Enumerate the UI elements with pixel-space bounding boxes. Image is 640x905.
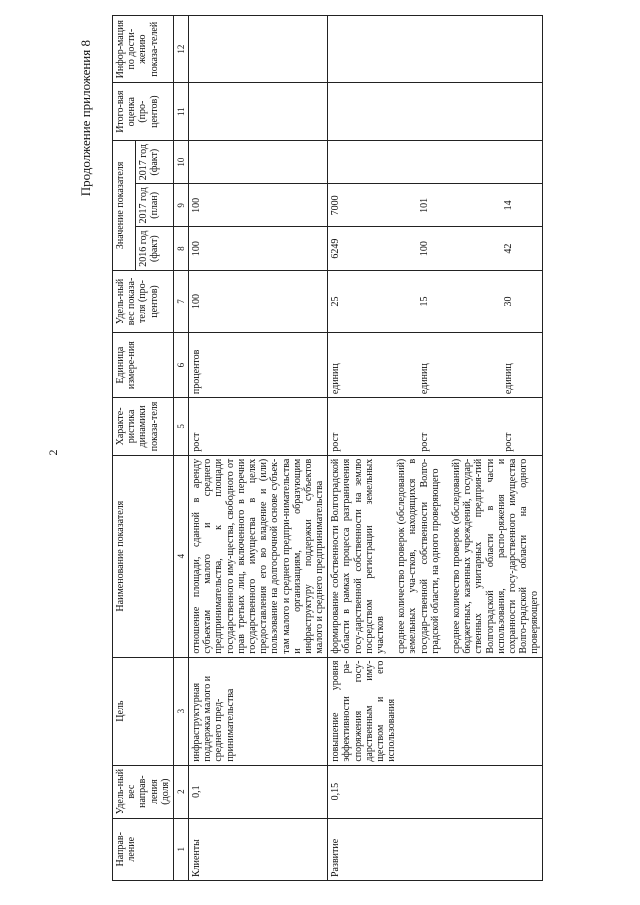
weight-value: 15 bbox=[419, 296, 431, 307]
weight-value: 25 bbox=[330, 296, 342, 307]
unit-cell: процентов bbox=[189, 333, 328, 398]
value-2016: 6249 bbox=[330, 238, 342, 259]
indicators-table bbox=[112, 15, 543, 881]
header-goal: Цель bbox=[113, 657, 174, 765]
header-2017-plan: 2017 год (план) bbox=[135, 184, 173, 227]
direction-weight-cell: 0,1 bbox=[189, 765, 328, 818]
value-2016-cell bbox=[328, 227, 543, 270]
column-number: 9 bbox=[173, 184, 188, 227]
column-number: 10 bbox=[173, 140, 188, 183]
header-unit: Единица измере-ния bbox=[113, 333, 174, 398]
unit-cell bbox=[328, 333, 543, 398]
table-row bbox=[189, 16, 328, 881]
value-2016: 100 bbox=[419, 241, 431, 257]
column-number: 5 bbox=[173, 398, 188, 456]
header-total-score: Итого-вая оценка (про-центов) bbox=[113, 83, 174, 141]
table-row bbox=[328, 16, 543, 881]
indicator-name: среднее количество проверок (обследований) бюджетных, казенных учреждений, государ-ственных унитарных предприя-тий Волгоградской области в части использования, распо-ряжения и сохранности госу-дарственного имущества Волго-градской области на одного проверяющего bbox=[450, 458, 541, 654]
value-2017-plan: 14 bbox=[502, 200, 514, 211]
total-score-cell bbox=[328, 83, 543, 141]
header-indicator-weight: Удель-ный вес показа-теля (про-центов) bbox=[113, 270, 174, 332]
indicator-name: формирование собственности Волгоградской области в рамках процесса разграничения госу-дарственной собственности на землю посредством регистрации земельных участков bbox=[330, 458, 387, 654]
value-2017-plan: 7000 bbox=[330, 195, 342, 216]
goal-cell: инфраструктурная поддержка малого и среднего пред-принимательства bbox=[189, 657, 328, 765]
value-2016: 42 bbox=[502, 243, 514, 254]
indicator-name: среднее количество проверок (обследований) земельных уча-стков, находящихся в государ-ственной собственности Волго-градской области, на одного проверяющего bbox=[396, 458, 441, 654]
appendix-continuation-label: Продолжение приложения 8 bbox=[78, 40, 93, 197]
header-indicator-name: Наименование показателя bbox=[113, 455, 174, 657]
header-dynamics: Характе-ристика динамики показа-теля bbox=[113, 398, 174, 456]
value-2017-fact-cell bbox=[189, 140, 328, 183]
header-row bbox=[113, 16, 136, 881]
achievement-info-cell bbox=[189, 16, 328, 83]
direction-cell: Клиенты bbox=[189, 818, 328, 880]
column-number: 11 bbox=[173, 83, 188, 141]
column-number: 7 bbox=[173, 270, 188, 332]
dynamics-value: рост bbox=[502, 432, 514, 452]
value-2017-plan: 101 bbox=[419, 197, 431, 213]
indicator-name-cell bbox=[328, 455, 543, 657]
column-number: 6 bbox=[173, 333, 188, 398]
total-score-cell bbox=[189, 83, 328, 141]
value-2016-cell: 100 bbox=[189, 227, 328, 270]
header-2017-fact: 2017 год (факт) bbox=[135, 140, 173, 183]
column-number: 8 bbox=[173, 227, 188, 270]
dynamics-cell: рост bbox=[189, 398, 328, 456]
header-direction: Направ-ление bbox=[113, 818, 174, 880]
achievement-info-cell bbox=[328, 16, 543, 83]
column-number: 3 bbox=[173, 657, 188, 765]
value-2017-plan-cell: 100 bbox=[189, 184, 328, 227]
unit-value: единиц bbox=[419, 363, 431, 395]
direction-cell: Развитие bbox=[328, 818, 543, 880]
indicator-weight-cell bbox=[328, 270, 543, 332]
column-number: 4 bbox=[173, 455, 188, 657]
value-2017-plan-cell bbox=[328, 184, 543, 227]
column-number-row bbox=[173, 16, 188, 881]
value-2017-fact-cell bbox=[328, 140, 543, 183]
dynamics-value: рост bbox=[419, 432, 431, 452]
dynamics-value: рост bbox=[330, 432, 342, 452]
unit-value: единиц bbox=[502, 363, 514, 395]
goal-cell: повышение уровня эффективности ра-споряжения госу-дарственным иму-ществом и его использования bbox=[328, 657, 543, 765]
column-number: 1 bbox=[173, 818, 188, 880]
column-number: 12 bbox=[173, 16, 188, 83]
dynamics-cell bbox=[328, 398, 543, 456]
header-direction-weight: Удель-ный вес направ-ления (доля) bbox=[113, 765, 174, 818]
indicator-name-cell: отношение площади, сданной в аренду субъектам малого и среднего предпринимательства, к площади государственного иму-щества, свободного от прав третьих лиц, включенного в перечни государственного имущества в целях предоставления его во владение и (или) пользование на долгосрочной основе субъек-там малого и среднего предпри-нимательства и организациям, образующим инфраструктуру поддержки субъектов малого и среднего предпринимательства bbox=[189, 455, 328, 657]
column-number: 2 bbox=[173, 765, 188, 818]
header-2016-fact: 2016 год (факт) bbox=[135, 227, 173, 270]
page-number: 2 bbox=[46, 449, 60, 456]
unit-value: единиц bbox=[330, 363, 342, 395]
header-values-group: Значение показателя bbox=[113, 140, 136, 270]
weight-value: 30 bbox=[502, 296, 514, 307]
header-achievement-info: Инфор-мация по дости-жению показа-телей bbox=[113, 16, 174, 83]
direction-weight-cell: 0,15 bbox=[328, 765, 543, 818]
indicator-weight-cell: 100 bbox=[189, 270, 328, 332]
